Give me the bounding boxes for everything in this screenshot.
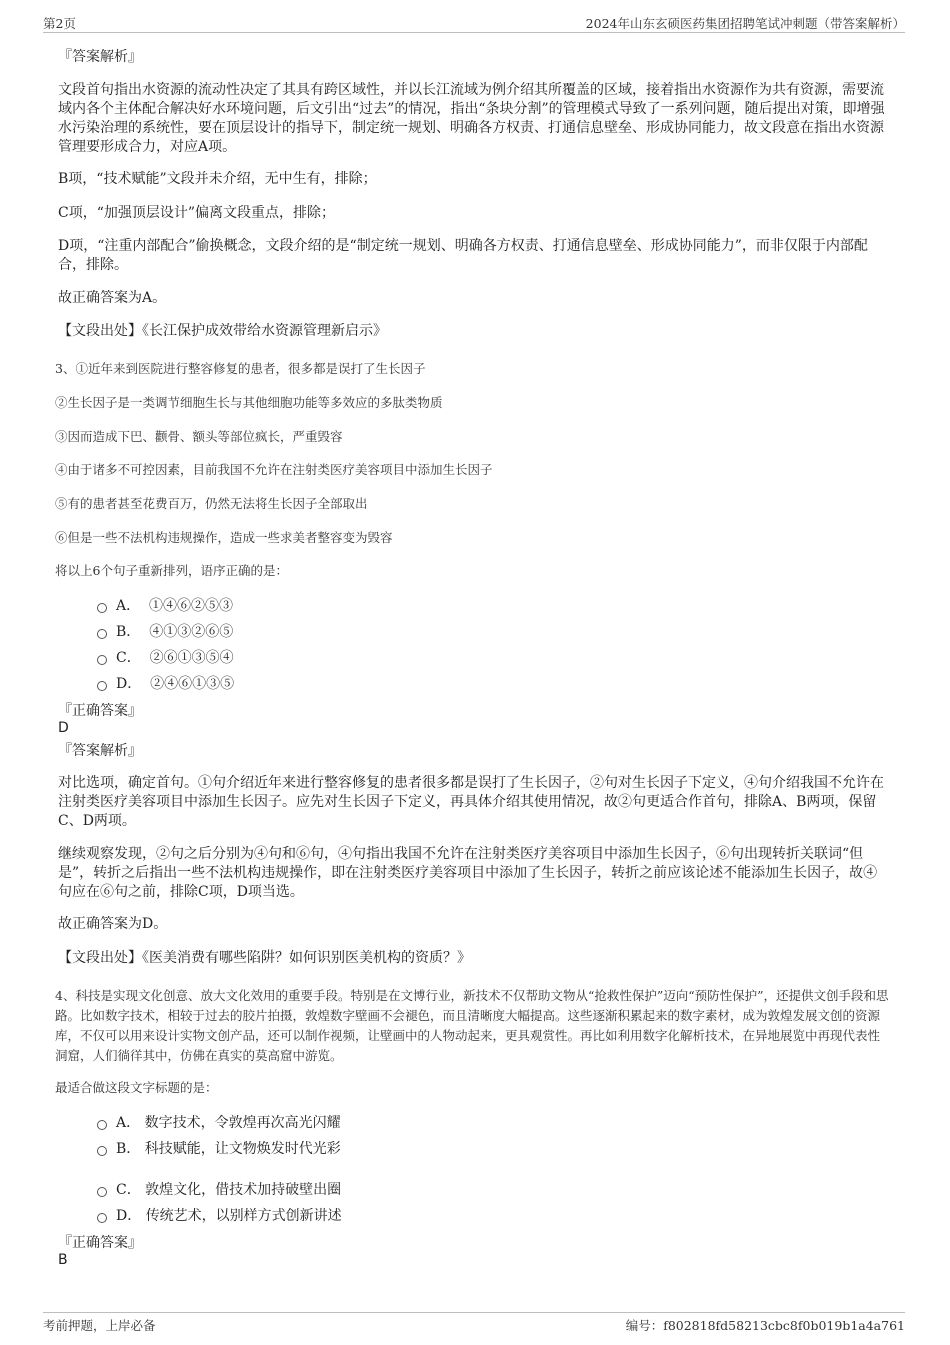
radio-button[interactable] xyxy=(97,1146,107,1156)
option-letter: C． xyxy=(116,1182,141,1198)
q2-analysis-p2: B项，“技术赋能”文段并未介绍，无中生有，排除； xyxy=(58,171,377,187)
q3-analysis-label: 『答案解析』 xyxy=(58,743,142,759)
q4-correct-label: 『正确答案』 xyxy=(58,1235,142,1251)
q3-sentence-1: 3、①近年来到医院进行整容修复的患者，很多都是误打了生长因子 xyxy=(55,361,426,376)
q2-analysis-p5: 故正确答案为A。 xyxy=(58,290,167,306)
q2-analysis-label: 『答案解析』 xyxy=(58,49,142,65)
option-text: 科技赋能，让文物焕发时代光彩 xyxy=(144,1141,341,1157)
q4-correct-answer: B xyxy=(58,1252,68,1268)
q3-option-b[interactable] xyxy=(97,623,233,641)
page-number: 第2页 xyxy=(43,16,76,31)
q4-option-b[interactable] xyxy=(97,1140,341,1158)
option-text: ②④⑥①③⑤ xyxy=(150,676,235,692)
radio-button[interactable] xyxy=(97,1120,107,1130)
q3-source-text: 《医美消费有哪些陷阱？如何识别医美机构的资质？》 xyxy=(142,950,471,966)
option-text: 传统艺术，以别样方式创新讲述 xyxy=(145,1208,342,1224)
option-text: ②⑥①③⑤④ xyxy=(149,650,234,666)
option-text: ①④⑥②⑤③ xyxy=(149,598,234,614)
radio-button[interactable] xyxy=(97,629,107,639)
q3-sentence-5: ⑤有的患者甚至花费百万，仍然无法将生长因子全部取出 xyxy=(55,496,368,511)
q3-sentence-4: ④由于诸多不可控因素，目前我国不允许在注射类医疗美容项目中添加生长因子 xyxy=(55,462,493,477)
q3-analysis-p3: 故正确答案为D。 xyxy=(58,916,168,932)
q2-analysis-p4: D项，“注重内部配合”偷换概念，文段介绍的是“制定统一规划、明确各方权责、打通信息壁垒、形成协同能力”，而非仅限于内部配合，排除。 xyxy=(58,238,868,273)
q3-correct-label: 『正确答案』 xyxy=(58,703,142,719)
q3-correct-answer: D xyxy=(58,720,69,736)
q2-source-text: 《长江保护成效带给水资源管理新启示》 xyxy=(142,323,387,339)
q3-analysis-p2: 继续观察发现，②句之后分别为④句和⑥句，④句指出我国不允许在注射类医疗美容项目中添加生长因子，⑥句出现转折关联词“但是”，转折之后指出一些不法机构违规操作，即在注射类医疗美容项目中添加了生长因子，转折之前应该论述不能添加生长因子，故④句应在⑥句之前，排除C项，D项当选。 xyxy=(58,846,878,900)
document-id: 编号：f802818fd58213cbc8f0b019b1a4a761 xyxy=(625,1318,905,1333)
option-letter: B． xyxy=(116,1141,141,1157)
q3-sentence-6: ⑥但是一些不法机构违规操作，造成一些求美者整容变为毁容 xyxy=(55,530,393,545)
option-letter: A． xyxy=(116,598,141,614)
option-letter: D． xyxy=(116,676,142,692)
option-letter: C． xyxy=(116,650,141,666)
q3-option-c[interactable] xyxy=(97,649,234,667)
radio-button[interactable] xyxy=(97,1213,107,1223)
q3-sentence-2: ②生长因子是一类调节细胞生长与其他细胞功能等多效应的多肽类物质 xyxy=(55,395,443,410)
q3-prompt: 将以上6个句子重新排列，语序正确的是： xyxy=(55,563,288,578)
q2-analysis-p3: C项，“加强顶层设计”偏离文段重点，排除； xyxy=(58,205,336,221)
document-title: 2024年山东玄硕医药集团招聘笔试冲刺题（带答案解析） xyxy=(585,16,905,31)
option-text: 敦煌文化，借技术加持破壁出圈 xyxy=(145,1182,342,1198)
q3-source-label: 【文段出处】 xyxy=(58,950,142,966)
q3-option-d[interactable] xyxy=(97,675,234,693)
radio-button[interactable] xyxy=(97,603,107,613)
q2-source-label: 【文段出处】 xyxy=(58,323,142,339)
option-letter: A． xyxy=(116,1115,141,1131)
q4-stem: 4、科技是实现文化创意、放大文化效用的重要手段。特别是在文博行业，新技术不仅帮助文物从“抢救性保护”迈向“预防性保护”，还提供文创手段和思路。比如数字技术，相较于过去的胶片拍摄，敦煌数字壁画不会褪色，而且清晰度大幅提高。这些逐渐积累起来的数字素材，成为敦煌发展文创的资源库，不仅可以用来设计实物文创产品，还可以制作视频，让壁画中的人物动起来，更具观赏性。再比如利用数字化解析技术，在异地展览中再现代表性洞窟，人们徜徉其中，仿佛在真实的莫高窟中游览。 xyxy=(55,988,889,1063)
q2-source xyxy=(58,322,387,341)
q4-option-c[interactable] xyxy=(97,1181,341,1199)
q3-option-a[interactable] xyxy=(97,597,233,615)
option-letter: B． xyxy=(116,624,141,640)
q3-sentence-3: ③因而造成下巴、颧骨、额头等部位疯长，严重毁容 xyxy=(55,429,343,444)
option-letter: D． xyxy=(116,1208,142,1224)
page-header xyxy=(43,14,905,33)
q4-option-d[interactable] xyxy=(97,1207,342,1225)
q4-prompt: 最适合做这段文字标题的是： xyxy=(55,1080,218,1095)
radio-button[interactable] xyxy=(97,655,107,665)
q3-source xyxy=(58,949,471,968)
q3-analysis-p1: 对比选项，确定首句。①句介绍近年来进行整容修复的患者很多都是误打了生长因子，②句对生长因子下定义，④句介绍我国不允许在注射类医疗美容项目中添加生长因子。应先对生长因子下定义，再具体介绍其使用情况，故②句更适合作首句，排除A、B两项，保留C、D两项。 xyxy=(58,775,884,829)
option-text: ④①③②⑥⑤ xyxy=(149,624,234,640)
radio-button[interactable] xyxy=(97,681,107,691)
q2-analysis-p1: 文段首句指出水资源的流动性决定了其具有跨区域性，并以长江流域为例介绍其所覆盖的区域，接着指出水资源作为共有资源，需要流域内各个主体配合解决好水环境问题，后文引出“过去”的情况，指出“条块分割”的管理模式导致了一系列问题，随后提出对策，即增强水污染治理的系统性，要在顶层设计的指导下，制定统一规划、明确各方权责、打通信息壁垒、形成协同能力，故文段意在指出水资源管理要形成合力，对应A项。 xyxy=(58,82,885,155)
radio-button[interactable] xyxy=(97,1187,107,1197)
footer-slogan: 考前押题，上岸必备 xyxy=(43,1318,156,1333)
q4-option-a[interactable] xyxy=(97,1114,341,1132)
option-text: 数字技术，令敦煌再次高光闪耀 xyxy=(144,1115,341,1131)
page-footer xyxy=(43,1312,905,1335)
